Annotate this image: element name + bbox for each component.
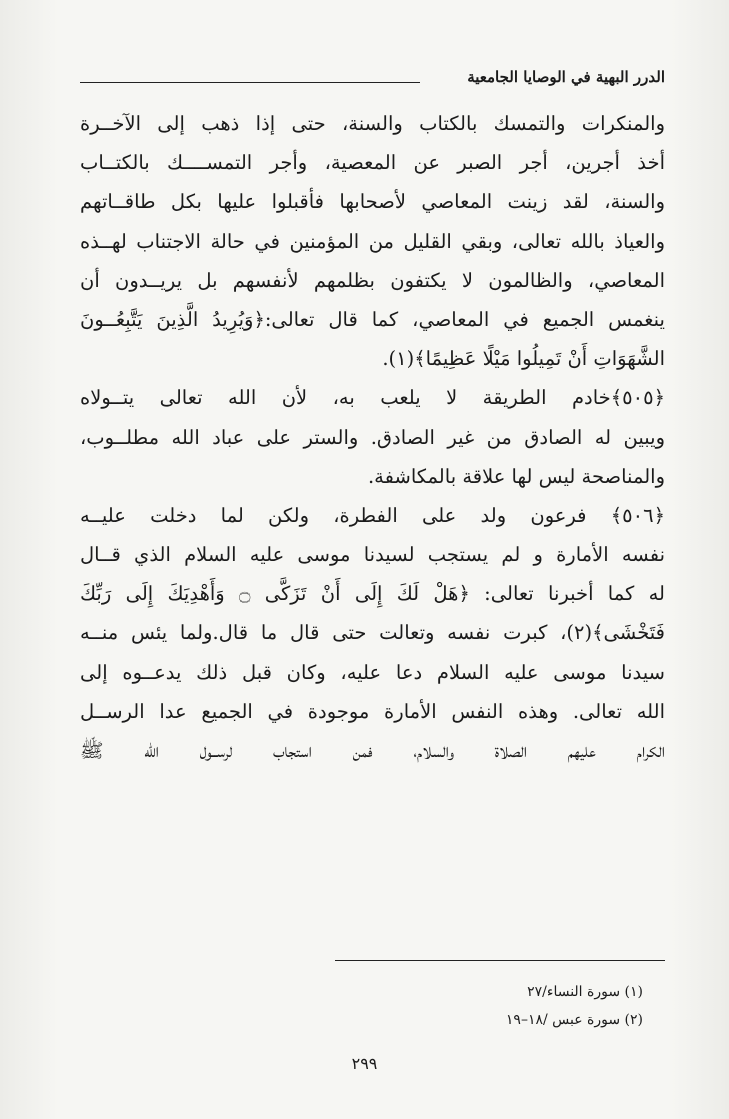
text-line: الله تعالى. وهذه النفس الأمارة موجودة في الجميع عدا الرســل xyxy=(80,699,665,723)
footnote-item: (١) سورة النساء/٢٧ xyxy=(527,984,643,1000)
text-line: ينغمس الجميع في المعاصي، كما قال تعالى:﴿وَيُرِيدُ الَّذِينَ يَتَّبِعُــونَ xyxy=(80,307,665,331)
body-text xyxy=(80,104,665,770)
text-line: والسنة، لقد زينت المعاصي لأصحابها فأقبلوا عليها بكل طاقــاتهم xyxy=(80,190,665,214)
text-line: نفسه الأمارة و لم يستجب لسيدنا موسى عليه السلام الذي قــال xyxy=(80,543,665,567)
text-line: ﴿٥٠٦﴾ فرعون ولد على الفطرة، ولكن لما دخلت عليــه xyxy=(80,503,665,527)
header-rule xyxy=(80,82,420,83)
text-line: والمنكرات والتمسك بالكتاب والسنة، حتى إذا ذهب إلى الآخــرة xyxy=(80,112,665,135)
header-title: الدرر البهية في الوصايا الجامعية xyxy=(467,68,665,86)
text-line: الكرام عليهم الصلاة والسلام، فمن استجاب لرســول الله ﷺ xyxy=(80,739,665,762)
running-header xyxy=(80,66,665,94)
text-line: سيدنا موسى عليه السلام دعا عليه، وكان قبل ذلك يدعــوه إلى xyxy=(80,660,665,684)
text-line: الشَّهَوَاتِ أَنْ تَمِيلُوا مَيْلًا عَظِيمًا﴾(١). xyxy=(382,347,665,371)
text-line: المعاصي، والظالمون لا يكتفون بظلمهم لأنفسهم بل يريــدون أن xyxy=(80,268,665,292)
text-line: ﴿٥٠٥﴾خادم الطريقة لا يلعب به، لأن الله تعالى يتــولاه xyxy=(80,386,665,410)
footnote-item: (٢) سورة عبس /١٨–١٩ xyxy=(505,1012,643,1028)
footnote-rule xyxy=(335,960,665,961)
page-number: ٢٩٩ xyxy=(351,1054,378,1073)
text-line: له كما أخبرنا تعالى: ﴿هَلْ لَكَ إِلَى أَنْ تَزَكَّى ۝ وَأَهْدِيَكَ إِلَى رَبِّكَ xyxy=(80,582,665,606)
text-line: ويبين له الصادق من غير الصادق. والستر على عباد الله مطلــوب، xyxy=(80,425,665,449)
text-line: فَتَخْشَى﴾(٢)، كبرت نفسه وتعالت حتى قال ما قال.ولما يئس منــه xyxy=(80,621,665,645)
text-line: والمناصحة ليس لها علاقة بالمكاشفة. xyxy=(367,464,665,488)
text-line: أخذ أجرين، أجر الصبر عن المعصية، وأجر التمســــك بالكتــاب xyxy=(80,151,665,175)
footnotes xyxy=(506,978,643,1034)
text-line: والعياذ بالله تعالى، وبقي القليل من المؤمنين في حالة الاجتناب لهــذه xyxy=(80,229,665,253)
